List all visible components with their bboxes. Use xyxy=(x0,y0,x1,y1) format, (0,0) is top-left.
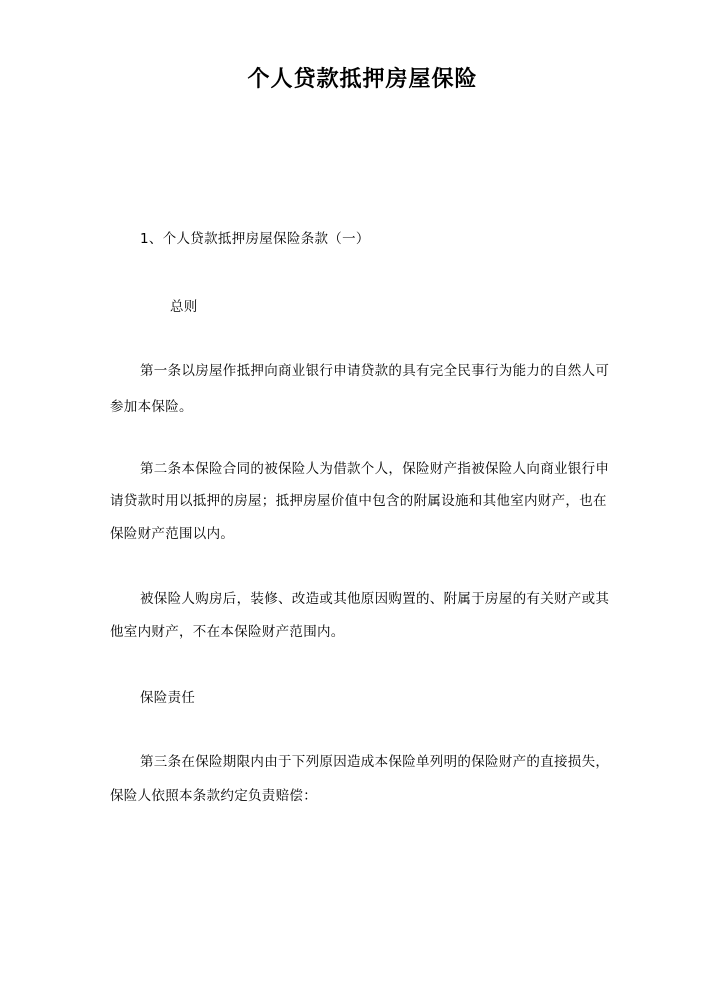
exclusion-line-2: 他室内财产，不在本保险财产范围内。 xyxy=(110,624,345,640)
clause-heading: 1、个人贷款抵押房屋保险条款（一） xyxy=(140,231,370,247)
section-liability: 保险责任 xyxy=(140,690,196,706)
section-general: 总则 xyxy=(170,299,198,315)
exclusion-line-1: 被保险人购房后，装修、改造或其他原因购置的、附属于房屋的有关财产或其 xyxy=(140,591,610,607)
article-1-line-2: 参加本保险。 xyxy=(110,399,193,415)
article-2-line-2: 请贷款时用以抵押的房屋；抵押房屋价值中包含的附属设施和其他室内财产，也在 xyxy=(110,493,607,509)
article-2-line-3: 保险财产范围以内。 xyxy=(110,526,235,542)
document-title: 个人贷款抵押房屋保险 xyxy=(247,67,478,92)
article-2-line-1: 第二条本保险合同的被保险人为借款个人，保险财产指被保险人向商业银行申 xyxy=(140,461,610,477)
article-3-line-2: 保险人依照本条款约定负责赔偿： xyxy=(110,788,317,804)
article-3-line-1: 第三条在保险期限内由于下列原因造成本保险单列明的保险财产的直接损失， xyxy=(140,754,610,770)
article-1-line-1: 第一条以房屋作抵押向商业银行申请贷款的具有完全民事行为能力的自然人可 xyxy=(140,363,610,379)
